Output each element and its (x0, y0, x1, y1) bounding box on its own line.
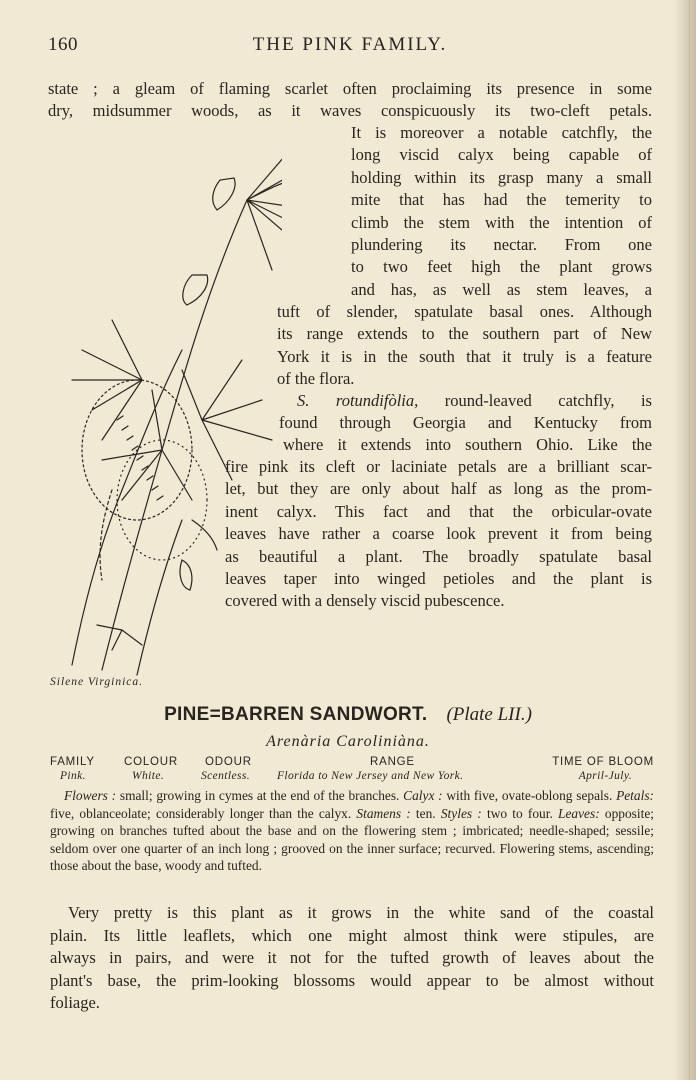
desc-label: Calyx : (403, 788, 443, 803)
text-line: S. rotundifòlia, round-leaved catchfly, is (297, 391, 652, 410)
text-line: where it extends into southern Ohio. Like the (283, 435, 652, 454)
text-line: leaves have rather a coarse look prevent it from being (225, 524, 652, 544)
text-line: and has, as well as stem leaves, a (351, 279, 652, 299)
page-edge-line (689, 0, 690, 1080)
silene-virginica-drawing (42, 120, 282, 680)
text-line: foliage. (50, 993, 100, 1013)
table-header: RANGE (370, 756, 415, 768)
desc-text: five, oblanceolate; considerably longer than the calyx. (50, 805, 357, 821)
text-line: found through Georgia and Kentucky from (279, 413, 652, 432)
plate-reference: (Plate LII.) (446, 704, 532, 725)
text-line: plundering its nectar. From one (351, 235, 652, 255)
text-line: mite that has had the temerity to (351, 190, 652, 210)
middle-column-text (277, 301, 652, 391)
table-cell: Pink. (60, 770, 86, 782)
species-name: S. rotundifòlia, (297, 391, 419, 410)
desc-text: opposite; growing on branches tufted about the base and on the flowering stem ; imbricated; needle-shaped; sessile; seldom over one quarter of an inch long ; grooved on the inner surface; recurved. Flowering stems, ascending; those about the base, woody and tufted. (50, 805, 654, 873)
right-column-text (351, 122, 652, 301)
section-title (0, 704, 696, 726)
table-cell: Scentless. (201, 770, 251, 782)
text-line: tuft of slender, spatulate basal ones. Although (277, 302, 652, 321)
text-line: fire pink its cleft or laciniate petals are a brilliant scar- (225, 457, 652, 476)
text-line: inent calyx. This fact and that the orbicular-ovate (225, 501, 652, 521)
table-cell: Florida to New Jersey and New York. (277, 770, 464, 782)
text-line: long viscid calyx being capable of (351, 145, 652, 165)
table-value-row (50, 770, 654, 786)
botanical-description (50, 787, 654, 875)
desc-label: Stamens : (356, 805, 411, 821)
text-line: always in pairs, and were it not for the tufted growth of leaves about the (50, 948, 654, 968)
desc-text: small; growing in cymes at the end of the branches. (116, 788, 404, 803)
text-line: dry, midsummer woods, as it waves conspicuously its two-cleft petals. (48, 101, 652, 121)
text-line: let, but they are only about half as long as the prom- (225, 479, 652, 499)
desc-label: Styles : (440, 805, 482, 821)
text-line: York it is in the south that it truly is a feature (277, 346, 652, 366)
text-line: covered with a densely viscid pubescence. (225, 591, 505, 611)
text-line: leaves taper into winged petioles and the plant is (225, 569, 652, 589)
text-line: of the flora. (277, 369, 355, 389)
text-line: Very pretty is this plant as it grows in the white sand of the coastal (68, 903, 654, 922)
table-header: FAMILY (50, 756, 95, 768)
desc-label: Leaves: (558, 805, 600, 821)
running-head: THE PINK FAMILY. (252, 34, 448, 55)
table-header: ODOUR (205, 756, 252, 768)
table-cell: April-July. (578, 770, 632, 782)
table-header: COLOUR (124, 756, 179, 768)
page-number: 160 (48, 34, 78, 55)
table-header: TIME OF BLOOM (552, 756, 654, 768)
desc-text: with five, ovate-oblong sepals. (442, 788, 617, 803)
text-line: plant's base, the prim-looking blossoms would appear to be almost without (50, 970, 654, 990)
text-line: It is moreover a notable catchfly, the (351, 123, 652, 142)
text-line: to two feet high the plant grows (351, 257, 652, 277)
desc-label: Petals: (616, 788, 654, 803)
text-line: as beautiful a plant. The broadly spatulate basal (225, 546, 652, 566)
text-line: state ; a gleam of flaming scarlet often proclaiming its presence in some (48, 79, 652, 98)
latin-name: Arenària Caroliniàna. (266, 733, 430, 750)
bottom-paragraph (50, 902, 654, 1015)
desc-text: ten. (410, 805, 441, 821)
top-paragraph (48, 78, 652, 123)
desc-label: Flowers : (64, 788, 117, 803)
text-line: its range extends to the southern part of New (277, 324, 652, 344)
table-cell: White. (132, 770, 165, 782)
text-line: plain. Its little leaflets, which one might almost think were stipules, are (50, 925, 654, 945)
text-line: climb the stem with the intention of (351, 212, 652, 232)
desc-text: two to four. (481, 805, 559, 821)
text-line: holding within its grasp many a small (351, 167, 652, 187)
illustration-caption: Silene Virginica. (50, 676, 144, 688)
page-header (48, 34, 652, 60)
page-edge-shadow (674, 0, 696, 1080)
section-title-text: PINE=BARREN SANDWORT. (164, 704, 428, 725)
